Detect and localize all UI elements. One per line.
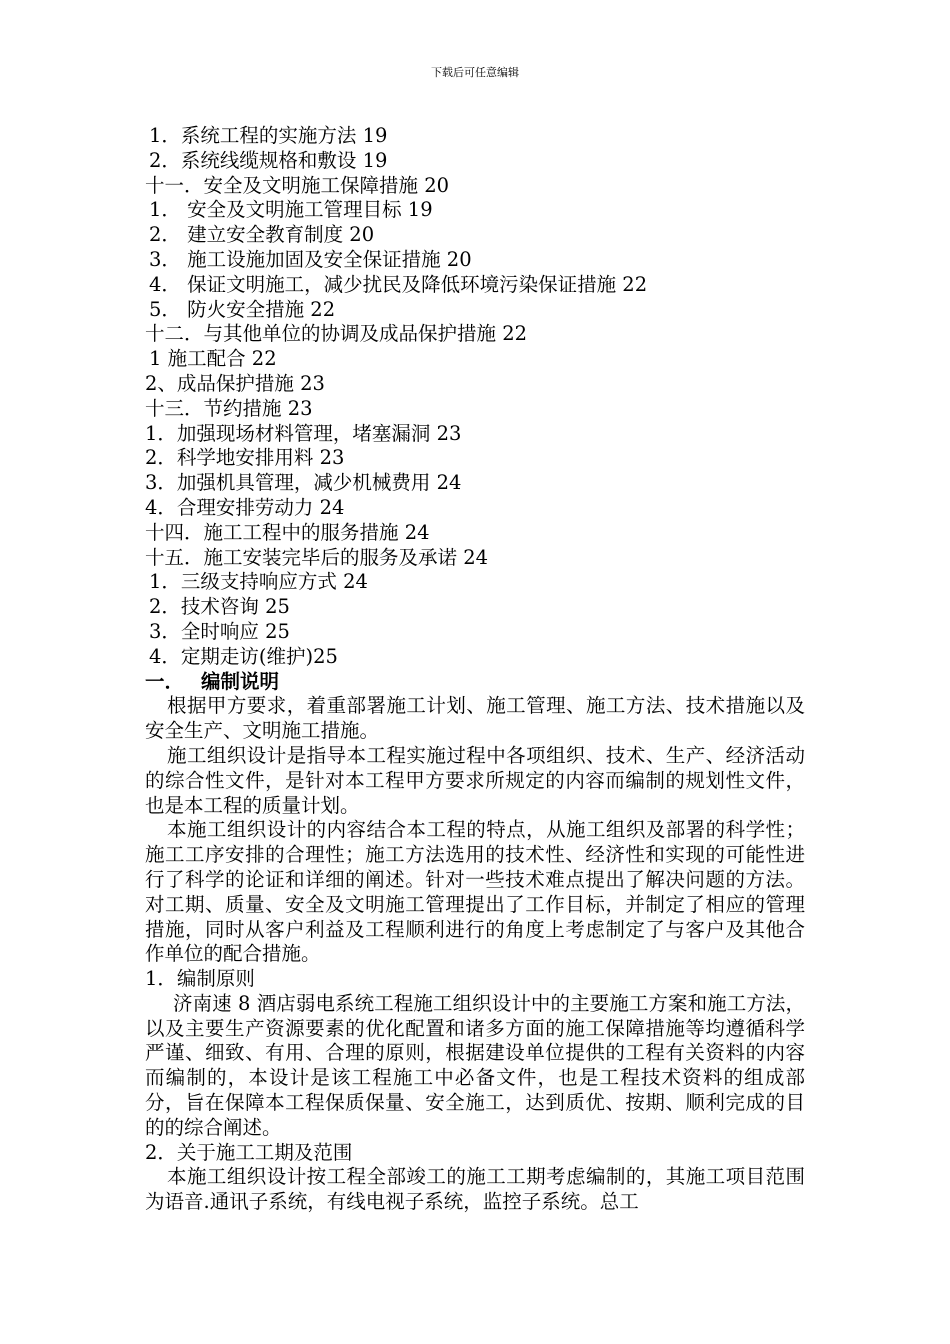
toc-line: 5． 防火安全措施 22 — [149, 297, 336, 321]
subsection-heading-principles: 1．编制原则 — [145, 967, 255, 991]
toc-line: 2．科学地安排用料 23 — [145, 446, 345, 470]
toc-line: 4．合理安排劳动力 24 — [145, 495, 345, 519]
toc-line: 1 施工配合 22 — [149, 347, 277, 371]
section-heading — [145, 670, 805, 695]
toc-line: 3．加强机具管理，减少机械费用 24 — [145, 471, 462, 495]
paragraph-requirements: 根据甲方要求，着重部署施工计划、施工管理、施工方法、技术措施以及安全生产、文明施工措施。 — [145, 694, 805, 743]
paragraph-schedule: 本施工组织设计按工程全部竣工的施工工期考虑编制的，其施工项目范围为语音.通讯子系统，有线电视子系统，监控子系统。总工 — [145, 1165, 805, 1214]
table-of-contents — [145, 124, 805, 670]
toc-line: 十五．施工安装完毕后的服务及承诺 24 — [145, 545, 489, 569]
page-header: 下载后可任意编辑 — [431, 66, 519, 79]
toc-line: 1．系统工程的实施方法 19 — [149, 124, 388, 147]
toc-line: 2．系统线缆规格和敷设 19 — [149, 148, 388, 172]
toc-line: 十三．节约措施 23 — [145, 396, 313, 420]
toc-line: 4． 保证文明施工，减少扰民及降低环境污染保证措施 22 — [149, 272, 648, 296]
toc-line: 4．定期走访(维护)25 — [149, 644, 338, 668]
toc-line: 1． 安全及文明施工管理目标 19 — [149, 198, 433, 222]
toc-line: 1．三级支持响应方式 24 — [149, 570, 368, 594]
toc-line: 十二．与其他单位的协调及成品保护措施 22 — [145, 322, 528, 346]
paragraph-definition: 施工组织设计是指导本工程实施过程中各项组织、技术、生产、经济活动的综合性文件，是针对本工程甲方要求所规定的内容而编制的规划性文件，也是本工程的质量计划。 — [145, 743, 805, 817]
subsection-heading-schedule: 2．关于施工工期及范围 — [145, 1140, 353, 1164]
section-title: 编制说明 — [201, 669, 280, 693]
toc-line: 2、成品保护措施 23 — [145, 371, 325, 395]
toc-line: 2． 建立安全教育制度 20 — [149, 223, 375, 247]
toc-line: 1．加强现场材料管理，堵塞漏洞 23 — [145, 421, 462, 445]
document-body — [145, 124, 805, 1215]
toc-line: 2．技术咨询 25 — [149, 595, 290, 619]
toc-line: 十四．施工工程中的服务措施 24 — [145, 520, 430, 544]
toc-line: 3．全时响应 25 — [149, 619, 290, 643]
toc-line: 3． 施工设施加固及安全保证措施 20 — [149, 247, 472, 271]
paragraph-principles: 济南速 8 酒店弱电系统工程施工组织设计中的主要施工方案和施工方法，以及主要生产资源要素的优化配置和诸多方面的施工保障措施等均遵循科学严谨、细致、有用、合理的原则，根据建设单位提供的工程有关资料的内容而编制的，本设计是该工程施工中必备文件，也是工程技术资料的组成部分，旨在保障本工程保质保量、安全施工，达到质优、按期、顺利完成的目的的综合阐述。 — [145, 991, 805, 1139]
toc-line: 十一．安全及文明施工保障措施 20 — [145, 173, 450, 197]
paragraph-content: 本施工组织设计的内容结合本工程的特点，从施工组织及部署的科学性；施工工序安排的合理性；施工方法选用的技术性、经济性和实现的可能性进行了科学的论证和详细的阐述。针对一些技术难点提出了解决问题的方法。对工期、质量、安全及文明施工管理提出了工作目标，并制定了相应的管理措施，同时从客户利益及工程顺利进行的角度上考虑制定了与客户及其他合作单位的配合措施。 — [145, 818, 805, 966]
section-number: 一． — [145, 669, 185, 693]
